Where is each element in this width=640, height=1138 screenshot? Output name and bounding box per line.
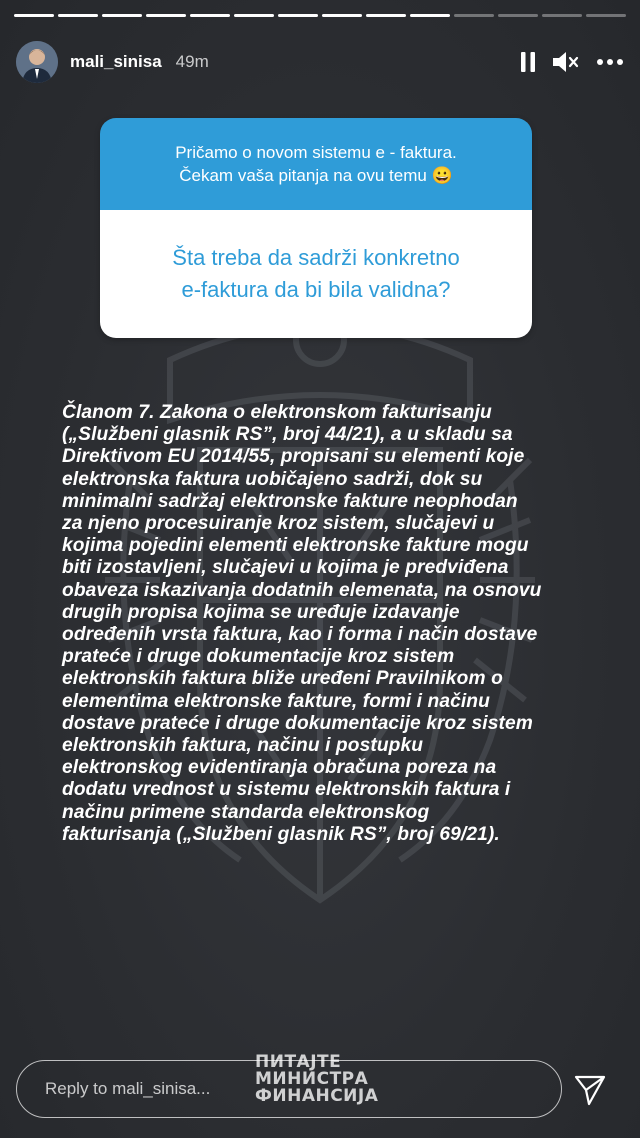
story-progress-bar (14, 14, 626, 17)
avatar-image (16, 41, 58, 83)
answer-line: dodatu vrednost u sistemu elektronskih faktura i (62, 779, 511, 801)
answer-line: načinu primene standarda elektronskog (62, 801, 430, 823)
send-button[interactable] (570, 1070, 610, 1110)
progress-segment (58, 14, 98, 17)
avatar[interactable] (16, 41, 58, 83)
ministry-logo-watermark (255, 1054, 405, 1108)
progress-segment (410, 14, 450, 17)
reply-placeholder: Reply to mali_sinisa... (45, 1079, 211, 1098)
sticker-question-line: Šta treba da sadrži konkretno (172, 245, 460, 270)
answer-line: elektronskih faktura bliže uređeni Pravilnikom o (62, 668, 503, 690)
username[interactable]: mali_sinisa (70, 52, 162, 71)
pause-button[interactable] (520, 51, 536, 73)
answer-line: fakturisanja („Službeni glasnik RS”, broj 69/21). (62, 823, 500, 845)
answer-line: biti izostavljeni, slučajevi u kojima je predviđena (62, 557, 509, 579)
answer-line: elektronska faktura uobičajeno sadrži, dok su (62, 468, 483, 490)
progress-segment (322, 14, 362, 17)
answer-line: minimalni sadržaj elektronske fakture neophodan (62, 490, 518, 512)
progress-segment (234, 14, 274, 17)
progress-segment (498, 14, 538, 17)
progress-segment (190, 14, 230, 17)
mute-button[interactable] (552, 51, 580, 73)
logo-line: ПИТАЈТЕ (255, 1052, 342, 1072)
story-header (16, 40, 624, 84)
progress-segment (454, 14, 494, 17)
answer-line: drugih propisa kojima se uređuje izdavanje (62, 601, 460, 623)
answer-line: kojima pojedini elementi elektronske fakture mogu (62, 535, 529, 557)
pause-icon (520, 51, 536, 73)
answer-line: za njeno procesuiranje kroz sistem, slučajevi u (62, 513, 495, 535)
answer-line: elektronskog evidentiranja obračuna poreza na (62, 757, 497, 779)
answer-line: elektronskih faktura, načinu i postupku (62, 735, 424, 757)
answer-text (62, 402, 602, 846)
progress-segment (366, 14, 406, 17)
answer-line: Direktivom EU 2014/55, propisani su elementi koje (62, 446, 525, 468)
logo-line: ФИНАНСИЈА (255, 1086, 379, 1106)
answer-line: elementima elektronske fakture, formi i načinu (62, 690, 490, 712)
sticker-question-area (100, 210, 532, 338)
logo-line: МИНИСТРА (255, 1069, 369, 1089)
sticker-prompt-line: Pričamo o novom sistemu e - faktura. (175, 143, 457, 162)
mute-icon (552, 51, 580, 73)
answer-line: prateće i druge dokumentacije kroz sistem (62, 646, 455, 668)
answer-line: određenih vrsta faktura, kao i forma i način dostave (62, 624, 538, 646)
answer-line: dostave prateće i druge dokumentacije kroz sistem (62, 712, 533, 734)
more-icon (596, 58, 624, 66)
answer-line: obaveza iskazivanja dodatnih elemenata, na osnovu (62, 579, 542, 601)
answer-line: Članom 7. Zakona o elektronskom fakturisanju (62, 402, 492, 423)
more-options-button[interactable] (596, 58, 624, 66)
progress-segment (278, 14, 318, 17)
progress-segment (586, 14, 626, 17)
progress-segment (102, 14, 142, 17)
progress-segment (542, 14, 582, 17)
header-controls (520, 51, 624, 73)
progress-segment (146, 14, 186, 17)
sticker-question-line: e-faktura da bi bila validna? (181, 277, 451, 302)
question-sticker[interactable] (100, 118, 532, 338)
send-icon (573, 1073, 607, 1107)
progress-segment (14, 14, 54, 17)
sticker-prompt-line: Čekam vaša pitanja na ovu temu 😀 (179, 166, 453, 185)
timestamp: 49m (175, 52, 209, 71)
sticker-prompt-area (100, 118, 532, 210)
answer-line: („Službeni glasnik RS”, broj 44/21), a u skladu sa (62, 424, 513, 446)
